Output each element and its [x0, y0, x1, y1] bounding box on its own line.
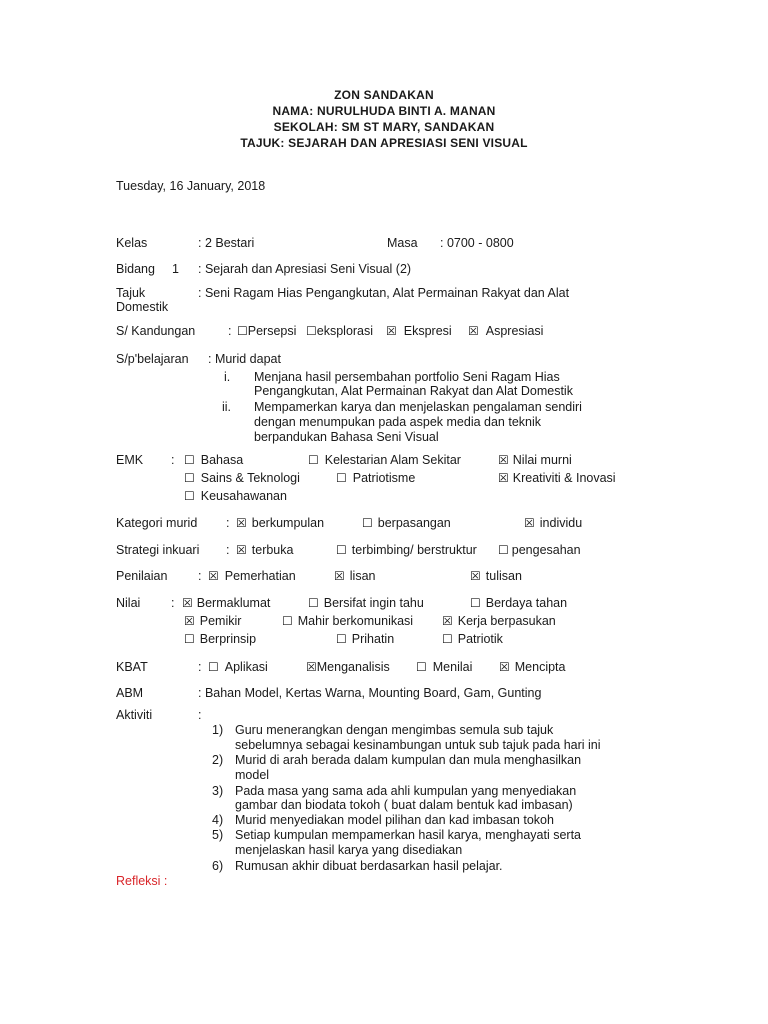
checkbox-icon: ☐ — [498, 543, 509, 557]
sp-item-line: Mempamerkan karya dan menjelaskan pengalaman sendiri — [254, 400, 582, 414]
kbat-colon: : — [198, 660, 202, 674]
nilai-item: ☐ Bersifat ingin tahu — [308, 596, 424, 610]
header-tajuk: TAJUK: SEJARAH DAN APRESIASI SENI VISUAL — [240, 136, 528, 150]
kandungan-label: S/ Kandungan — [116, 324, 196, 338]
penilaian-colon: : — [198, 569, 202, 583]
penilaian-item: ☒ lisan — [334, 569, 376, 583]
masa-value: : 0700 - 0800 — [440, 236, 514, 250]
emk-item: ☐ Bahasa — [184, 453, 244, 467]
checkbox-icon: ☐ — [336, 543, 347, 557]
nilai-item: ☐ Berdaya tahan — [470, 596, 568, 610]
penilaian-item: ☒ Pemerhatian — [208, 569, 296, 583]
aktiviti-line: Guru menerangkan dengan mengimbas semula sub tajuk — [235, 723, 554, 737]
sp-label: S/p'belajaran — [116, 352, 189, 366]
date: Tuesday, 16 January, 2018 — [116, 179, 266, 193]
aktiviti-line: Murid menyediakan model pilihan dan kad imbasan tokoh — [235, 813, 554, 827]
emk-item: ☒ Kreativiti & Inovasi — [498, 471, 616, 485]
checkbox-icon: ☐ — [184, 632, 195, 646]
strategi-item: ☐ terbimbing/ berstruktur — [336, 543, 477, 557]
nilai-item: ☒ Kerja berpasukan — [442, 614, 556, 628]
kandungan-aspresiasi: ☒ Aspresiasi — [468, 324, 544, 338]
aktiviti-colon: : — [198, 708, 202, 722]
checked-box-icon: ☒ — [236, 516, 247, 530]
sp-item-num: i. — [224, 370, 231, 384]
emk-item: ☐ Patriotisme — [336, 471, 416, 485]
checkbox-icon: ☐ — [308, 596, 319, 610]
aktiviti-line: Rumusan akhir dibuat berdasarkan hasil pelajar. — [235, 859, 503, 873]
kategori-colon: : — [226, 516, 230, 530]
aktiviti-num: 4) — [212, 813, 224, 827]
kategori-label: Kategori murid — [116, 516, 198, 530]
emk-item: ☐ Sains & Teknologi — [184, 471, 300, 485]
checked-box-icon: ☒ — [499, 660, 510, 674]
checkbox-icon: ☐ — [282, 614, 293, 628]
aktiviti-label: Aktiviti — [116, 708, 153, 722]
checkbox-icon: ☐ — [306, 324, 317, 338]
checked-box-icon: ☒ — [208, 569, 219, 583]
checked-box-icon: ☒ — [524, 516, 535, 530]
kandungan-ekspresi: ☒ Ekspresi — [386, 324, 452, 338]
aktiviti-line: Murid di arah berada dalam kumpulan dan mula menghasilkan — [235, 753, 582, 767]
checked-box-icon: ☒ — [306, 660, 317, 674]
nilai-label: Nilai — [116, 596, 141, 610]
nilai-item: ☐ Prihatin — [336, 632, 395, 646]
checkbox-icon: ☐ — [237, 324, 248, 338]
nilai-item: ☒ Pemikir — [184, 614, 242, 628]
aktiviti-line: sebelumnya sebagai kesinambungan untuk sub tajuk pada hari ini — [235, 738, 601, 752]
checkbox-icon: ☐ — [442, 632, 453, 646]
checkbox-icon: ☐ — [362, 516, 373, 530]
checkbox-icon: ☐ — [336, 632, 347, 646]
nilai-colon: : — [171, 596, 175, 610]
tajuk-label: Tajuk — [116, 286, 146, 300]
kategori-item: ☐ berpasangan — [362, 516, 451, 530]
nilai-item: ☒ Bermaklumat — [182, 596, 271, 610]
emk-item: ☐ Kelestarian Alam Sekitar — [308, 453, 461, 467]
sp-item-num: ii. — [222, 400, 232, 414]
aktiviti-line: menjelaskan hasil karya yang disediakan — [235, 843, 463, 857]
nilai-item: ☐ Patriotik — [442, 632, 503, 646]
kbat-item: ☐ Menilai — [416, 660, 473, 674]
checked-box-icon: ☒ — [334, 569, 345, 583]
strategi-item: ☐ pengesahan — [498, 543, 581, 557]
header-zon: ZON SANDAKAN — [334, 88, 434, 102]
aktiviti-num: 2) — [212, 753, 224, 767]
aktiviti-num: 5) — [212, 828, 224, 842]
kbat-label: KBAT — [116, 660, 148, 674]
checked-box-icon: ☒ — [470, 569, 481, 583]
aktiviti-line: Pada masa yang sama ada ahli kumpulan yang menyediakan — [235, 784, 577, 798]
header-nama: NAMA: NURULHUDA BINTI A. MANAN — [272, 104, 496, 118]
nilai-item: ☐ Berprinsip — [184, 632, 257, 646]
checkbox-icon: ☐ — [336, 471, 347, 485]
checkbox-icon: ☐ — [184, 471, 195, 485]
checked-box-icon: ☒ — [182, 596, 193, 610]
kandungan-persepsi: ☐Persepsi — [237, 324, 297, 338]
tajuk-cont: Domestik — [116, 300, 169, 314]
checked-box-icon: ☒ — [468, 324, 479, 338]
bidang-num: 1 — [172, 262, 179, 276]
sp-value: : Murid dapat — [208, 352, 281, 366]
strategi-colon: : — [226, 543, 230, 557]
penilaian-item: ☒ tulisan — [470, 569, 522, 583]
checked-box-icon: ☒ — [498, 453, 509, 467]
abm-label: ABM — [116, 686, 144, 700]
checked-box-icon: ☒ — [386, 324, 397, 338]
kategori-item: ☒ berkumpulan — [236, 516, 325, 530]
sp-item-line: Pengangkutan, Alat Permainan Rakyat dan Alat Domestik — [254, 384, 573, 398]
aktiviti-num: 3) — [212, 784, 224, 798]
bidang-value: : Sejarah dan Apresiasi Seni Visual (2) — [198, 262, 412, 276]
kbat-item: ☒Menganalisis — [306, 660, 390, 674]
strategi-label: Strategi inkuari — [116, 543, 200, 557]
kbat-item: ☐ Aplikasi — [208, 660, 268, 674]
aktiviti-num: 1) — [212, 723, 224, 737]
checked-box-icon: ☒ — [236, 543, 247, 557]
kandungan-colon: : — [228, 324, 232, 338]
aktiviti-num: 6) — [212, 859, 224, 873]
aktiviti-line: gambar dan biodata tokoh ( buat dalam bentuk kad imbasan) — [235, 798, 573, 812]
abm-value: : Bahan Model, Kertas Warna, Mounting Board, Gam, Gunting — [198, 686, 542, 700]
sp-item-line: Menjana hasil persembahan portfolio Seni Ragam Hias — [254, 370, 560, 384]
checked-box-icon: ☒ — [498, 471, 509, 485]
checkbox-icon: ☐ — [470, 596, 481, 610]
checkbox-icon: ☐ — [308, 453, 319, 467]
checkbox-icon: ☐ — [208, 660, 219, 674]
emk-colon: : — [171, 453, 175, 467]
kelas-value: : 2 Bestari — [198, 236, 255, 250]
header-sekolah: SEKOLAH: SM ST MARY, SANDAKAN — [273, 120, 495, 134]
tajuk-value: : Seni Ragam Hias Pengangkutan, Alat Permainan Rakyat dan Alat — [198, 286, 570, 300]
bidang-label: Bidang — [116, 262, 155, 276]
emk-item: ☒ Nilai murni — [498, 453, 572, 467]
masa-label: Masa — [387, 236, 418, 250]
checked-box-icon: ☒ — [184, 614, 195, 628]
checkbox-icon: ☐ — [184, 453, 195, 467]
aktiviti-line: model — [235, 768, 270, 782]
penilaian-label: Penilaian — [116, 569, 168, 583]
kandungan-eksplorasi: ☐eksplorasi — [306, 324, 374, 338]
checked-box-icon: ☒ — [442, 614, 453, 628]
kbat-item: ☒ Mencipta — [499, 660, 566, 674]
sp-item-line: berpandukan Bahasa Seni Visual — [254, 430, 439, 444]
refleksi-label: Refleksi : — [116, 874, 168, 888]
emk-item: ☐ Keusahawanan — [184, 489, 287, 503]
aktiviti-line: Setiap kumpulan mempamerkan hasil karya, menghayati serta — [235, 828, 582, 842]
nilai-item: ☐ Mahir berkomunikasi — [282, 614, 414, 628]
sp-item-line: dengan menumpukan pada aspek media dan teknik — [254, 415, 542, 429]
strategi-item: ☒ terbuka — [236, 543, 294, 557]
checkbox-icon: ☐ — [416, 660, 427, 674]
checkbox-icon: ☐ — [184, 489, 195, 503]
kategori-item: ☒ individu — [524, 516, 583, 530]
emk-label: EMK — [116, 453, 144, 467]
kelas-label: Kelas — [116, 236, 148, 250]
